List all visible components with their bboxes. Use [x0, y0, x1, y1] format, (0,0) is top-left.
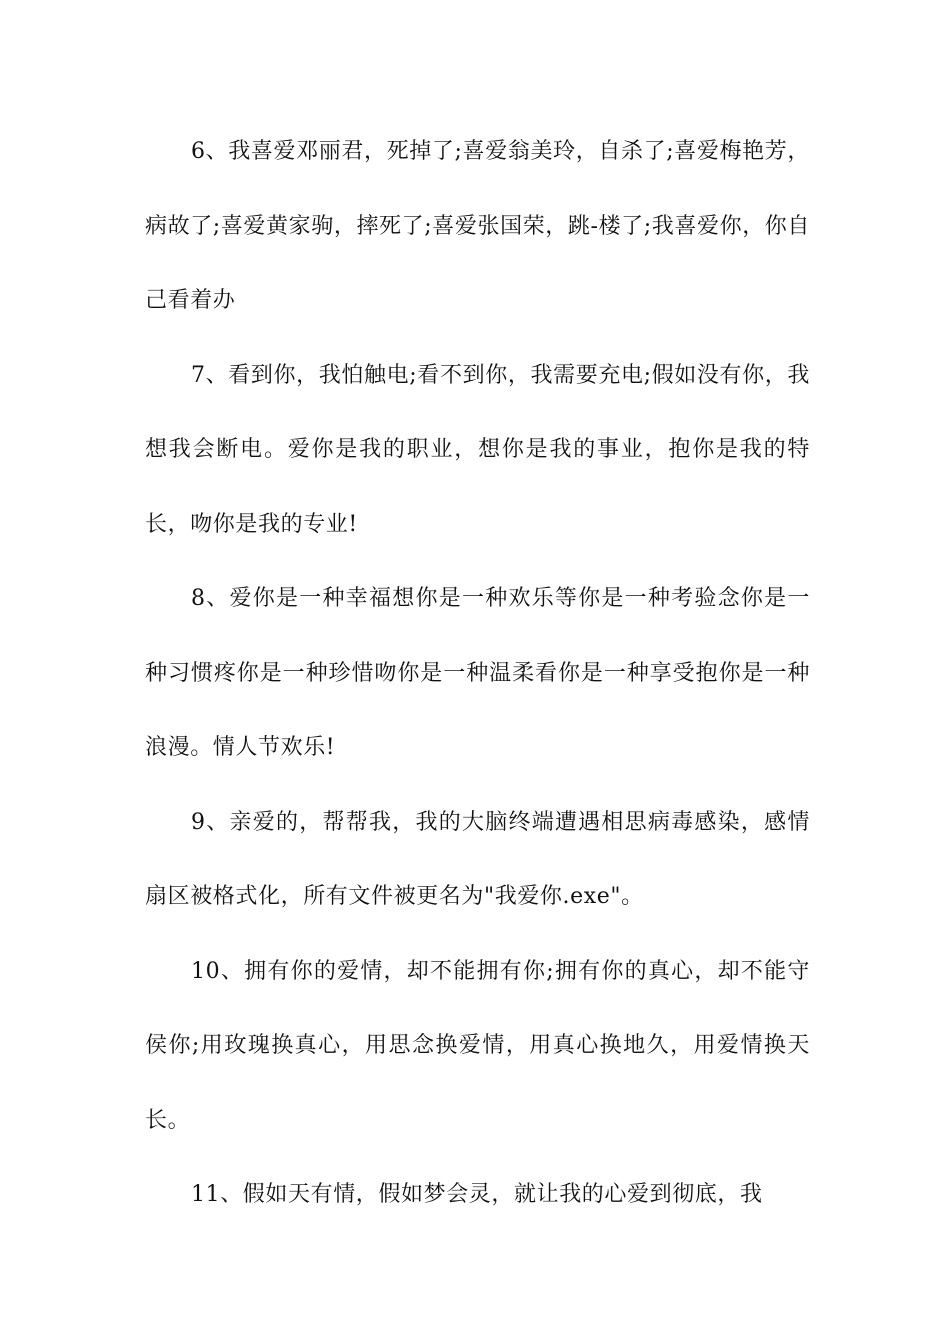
- paragraph-11: 11、假如天有情，假如梦会灵，就让我的心爱到彻底，我: [191, 1182, 763, 1207]
- paragraph-10: 10、拥有你的爱情，却不能拥有你;拥有你的真心，却不能守侯你;用玫瑰换真心，用思念换爱情，用真心换地久，用爱情换天长。: [145, 958, 810, 1133]
- paragraph-8: 8、爱你是一种幸福想你是一种欢乐等你是一种考验念你是一种习惯疼你是一种珍惜吻你是一种温柔看你是一种享受抱你是一种浪漫。情人节欢乐!: [145, 586, 810, 760]
- document-body: [145, 115, 810, 1233]
- paragraph-6: 6、我喜爱邓丽君，死掉了;喜爱翁美玲，自杀了;喜爱梅艳芳，病故了;喜爱黄家驹，摔死了;喜爱张国荣，跳-楼了;我喜爱你，你自己看着办: [145, 139, 810, 313]
- paragraph-7: 7、看到你，我怕触电;看不到你，我需要充电;假如没有你，我想我会断电。爱你是我的职业，想你是我的事业，抱你是我的特长，吻你是我的专业!: [145, 362, 810, 537]
- paragraph-9: 9、亲爱的，帮帮我，我的大脑终端遭遇相思病毒感染，感情扇区被格式化，所有文件被更名为"我爱你.exe"。: [145, 809, 810, 909]
